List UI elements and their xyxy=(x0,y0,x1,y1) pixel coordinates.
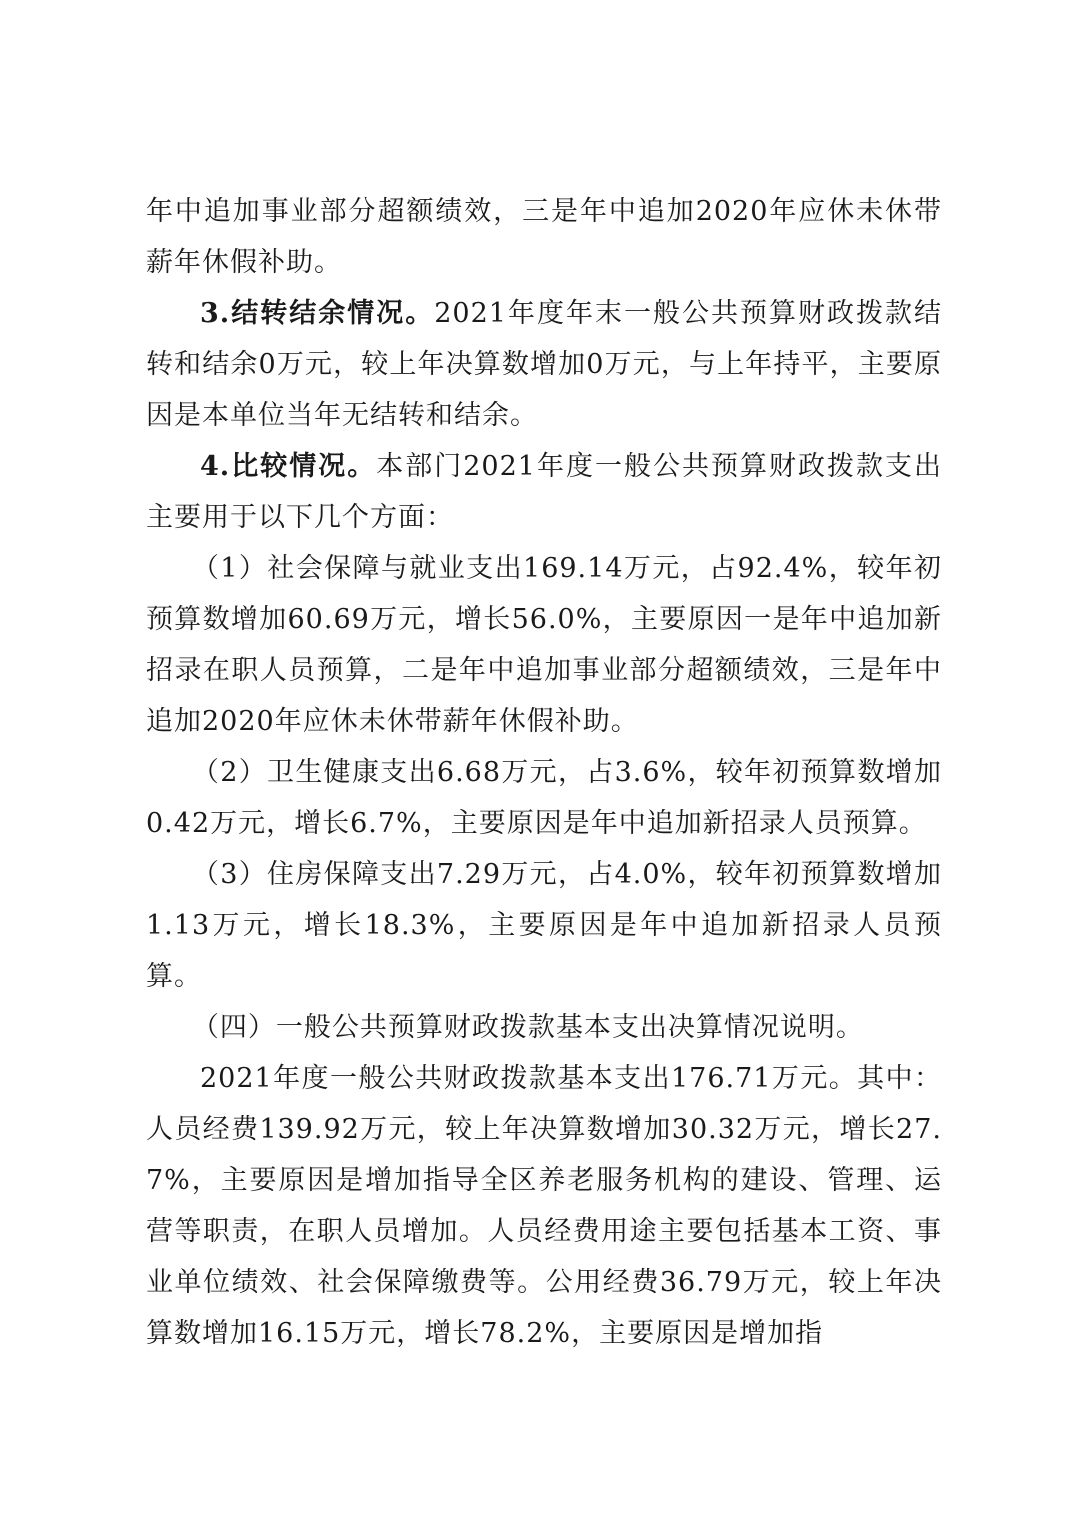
paragraph-comparison-text: 本部门2021年度一般公共预算财政拨款支出主要用于以下几个方面： xyxy=(146,451,943,533)
section-heading-carryover: 3.结转结余情况。 xyxy=(200,298,435,329)
paragraph-carryover-text: 2021年度年末一般公共预算财政拨款结转和结余0万元，较上年决算数增加0万元，与上年持平，主要原因是本单位当年无结转和结余。 xyxy=(146,298,943,431)
document-body xyxy=(146,186,942,1359)
paragraph-comparison xyxy=(146,441,942,543)
list-item-social-security: （1）社会保障与就业支出169.14万元，占92.4%，较年初预算数增加60.69万元，增长56.0%，主要原因一是年中追加新招录在职人员预算，二是年中追加事业部分超额绩效，三是年中追加2020年应休未休带薪年休假补助。 xyxy=(146,553,942,737)
section-heading-comparison: 4.比较情况。 xyxy=(200,451,377,482)
list-item-housing: （3）住房保障支出7.29万元，占4.0%，较年初预算数增加1.13万元，增长18.3%，主要原因是年中追加新招录人员预算。 xyxy=(146,859,942,992)
section-heading-basic-expenditure: （四）一般公共预算财政拨款基本支出决算情况说明。 xyxy=(191,1012,864,1043)
paragraph-basic-expenditure: 2021年度一般公共财政拨款基本支出176.71万元。其中：人员经费139.92万元，较上年决算数增加30.32万元，增长27.7%，主要原因是增加指导全区养老服务机构的建设、管理、运营等职责，在职人员增加。人员经费用途主要包括基本工资、事业单位绩效、社会保障缴费等。公用经费36.79万元，较上年决算数增加16.15万元，增长78.2%，主要原因是增加指 xyxy=(146,1063,942,1349)
paragraph-carryover-balance xyxy=(146,288,942,441)
list-item-health: （2）卫生健康支出6.68万元，占3.6%，较年初预算数增加0.42万元，增长6.7%，主要原因是年中追加新招录人员预算。 xyxy=(146,757,942,839)
paragraph-continued: 年中追加事业部分超额绩效，三是年中追加2020年应休未休带薪年休假补助。 xyxy=(146,196,942,278)
